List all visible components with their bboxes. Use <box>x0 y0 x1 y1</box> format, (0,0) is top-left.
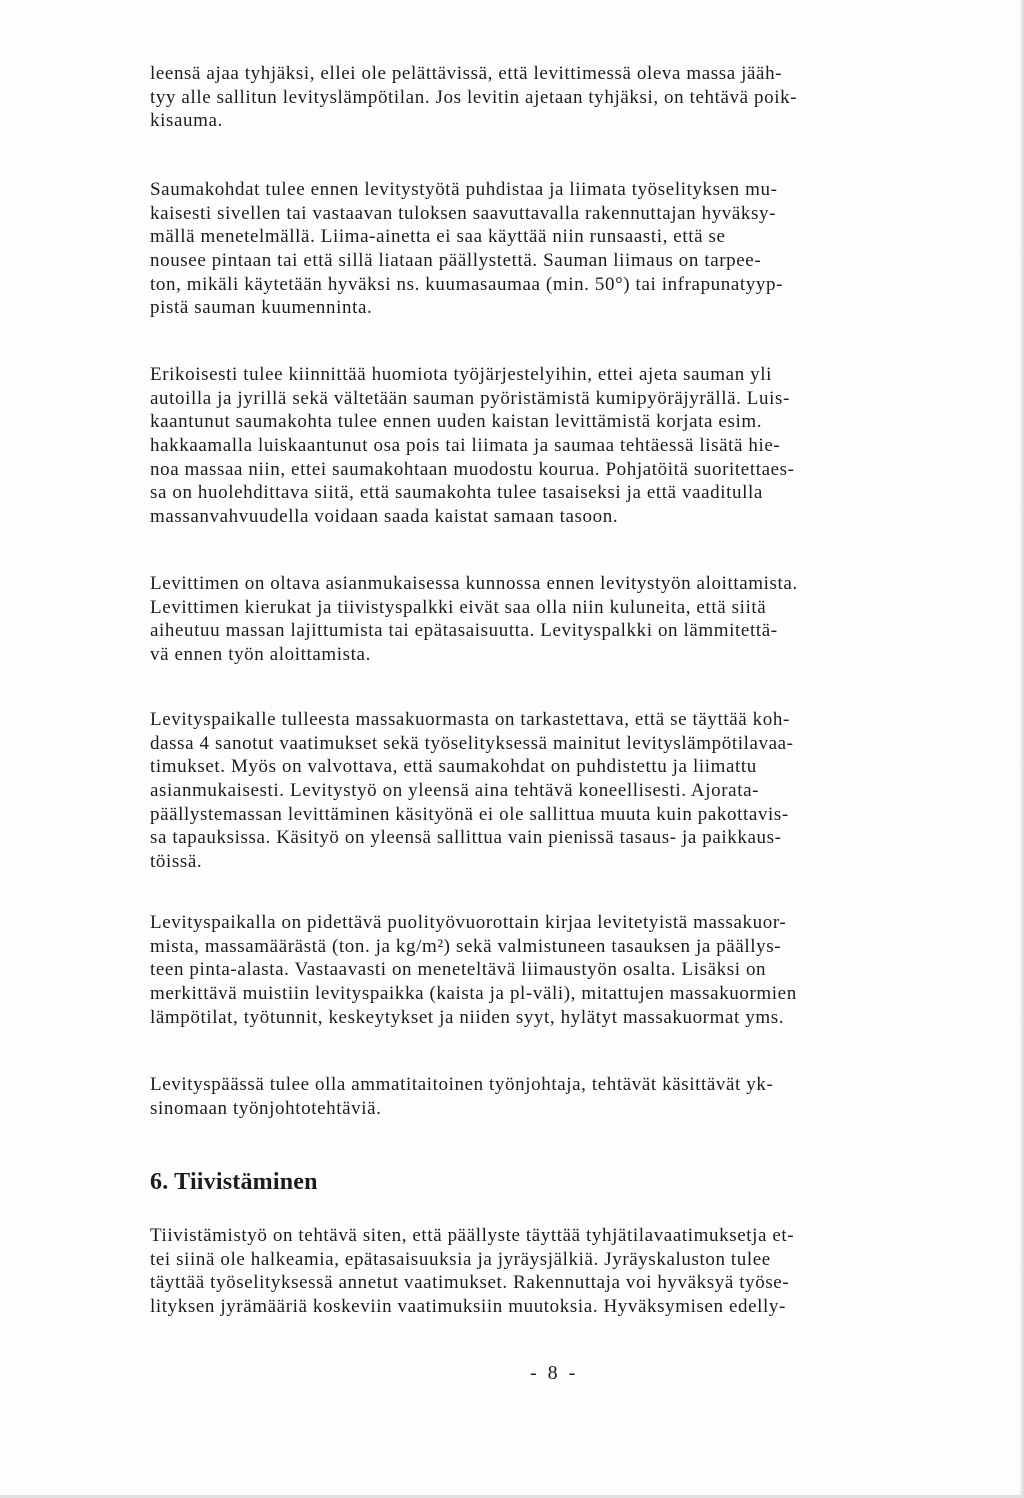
text-line: Levityspaikalla on pidettävä puolityövuorottain kirjaa levitetyistä massakuor- <box>150 912 787 933</box>
text-line: ton, mikäli käytetään hyväksi ns. kuumasaumaa (min. 50°) tai infrapunatyyp- <box>150 273 784 295</box>
text-line: sinomaan työnjohtotehtäviä. <box>150 1097 382 1119</box>
text-line: Saumakohdat tulee ennen levitystyötä puhdistaa ja liimata työselityksen mu- <box>150 179 778 200</box>
paragraph-2 <box>150 178 980 320</box>
text-line: pistä sauman kuumenninta. <box>150 297 373 319</box>
text-line: päällystemassan levittäminen käsityönä ei ole sallittua muuta kuin pakottavis- <box>150 803 789 825</box>
text-line: hakkaamalla luiskaantunut osa pois tai liimata ja saumaa tehtäessä lisätä hie- <box>150 435 781 457</box>
text-line: Erikoisesti tulee kiinnittää huomiota työjärjestelyihin, ettei ajeta sauman yli <box>150 364 773 385</box>
paragraph-5 <box>150 708 980 874</box>
text-line: töissä. <box>150 851 203 873</box>
text-line: kaantunut saumakohta tulee ennen uuden kaistan levittämistä korjata esim. <box>150 411 763 433</box>
text-line: lämpötilat, työtunnit, keskeytykset ja niiden syyt, hylätyt massakuormat yms. <box>150 1006 785 1028</box>
text-line: teen pinta-alasta. Vastaavasti on meneteltävä liimaustyön osalta. Lisäksi on <box>150 959 767 981</box>
text-line: Tiivistämistyö on tehtävä siten, että päällyste täyttää tyhjätilavaatimuksetja et- <box>150 1225 795 1246</box>
text-line: mista, massamäärästä (ton. ja kg/m²) sekä valmistuneen tasauksen ja päällys- <box>150 935 782 957</box>
text-line: sa tapauksissa. Käsityö on yleensä sallittua vain pienissä tasaus- ja paikkaus- <box>150 827 782 849</box>
paragraph-6 <box>150 911 980 1029</box>
text-line: dassa 4 sanotut vaatimukset sekä työselityksessä mainitut levityslämpötilavaa- <box>150 732 794 754</box>
paragraph-7 <box>150 1073 980 1120</box>
text-line: Levityspaikalle tulleesta massakuormasta on tarkastettava, että se täyttää koh- <box>150 709 790 730</box>
paragraph-4 <box>150 572 980 667</box>
text-line: merkittävä muistiin levityspaikka (kaista ja pl-väli), mitattujen massakuormien <box>150 983 797 1005</box>
paragraph-1 <box>150 62 980 133</box>
text-line: timukset. Myös on valvottava, että saumakohdat on puhdistettu ja liimattu <box>150 756 757 778</box>
text-line: Levittimen kierukat ja tiivistyspalkki eivät saa olla niin kuluneita, että siitä <box>150 596 767 618</box>
text-line: vä ennen työn aloittamista. <box>150 644 371 666</box>
text-line: leensä ajaa tyhjäksi, ellei ole pelättävissä, että levittimessä oleva massa jääh- <box>150 63 783 84</box>
text-line: autoilla ja jyrillä sekä vältetään sauman pyöristämistä kumipyöräjyrällä. Luis- <box>150 387 790 409</box>
text-line: tei siinä ole halkeamia, epätasaisuuksia ja jyräysjälkiä. Jyräyskaluston tulee <box>150 1248 771 1270</box>
text-line: lityksen jyrämääriä koskeviin vaatimuksiin muutoksia. Hyväksymisen edelly- <box>150 1296 786 1318</box>
section-paragraph <box>150 1224 980 1319</box>
page-number: - 8 - <box>530 1362 579 1384</box>
section-heading: 6. Tiivistäminen <box>150 1169 318 1195</box>
text-line: aiheutuu massan lajittumista tai epätasaisuutta. Levityspalkki on lämmitettä- <box>150 620 778 642</box>
text-line: asianmukaisesti. Levitystyö on yleensä aina tehtävä koneellisesti. Ajorata- <box>150 780 760 802</box>
text-line: täyttää työselityksessä annetut vaatimukset. Rakennuttaja voi hyväksyä työse- <box>150 1272 790 1294</box>
text-line: kisauma. <box>150 110 223 132</box>
text-line: Levittimen on oltava asianmukaisessa kunnossa ennen levitystyön aloittamista. <box>150 573 798 594</box>
text-line: Levityspäässä tulee olla ammatitaitoinen työnjohtaja, tehtävät käsittävät yk- <box>150 1074 774 1095</box>
text-line: sa on huolehdittava siitä, että saumakohta tulee tasaiseksi ja että vaaditulla <box>150 482 763 504</box>
text-line: mällä menetelmällä. Liima-ainetta ei saa käyttää niin runsaasti, että se <box>150 226 726 248</box>
text-line: nousee pintaan tai että sillä liataan päällystettä. Sauman liimaus on tarpee- <box>150 250 762 272</box>
text-line: tyy alle sallitun levityslämpötilan. Jos levitin ajetaan tyhjäksi, on tehtävä poik- <box>150 86 798 108</box>
paragraph-3 <box>150 363 980 529</box>
text-line: massanvahvuudella voidaan saada kaistat samaan tasoon. <box>150 506 619 528</box>
scan-edge-shadow <box>1020 0 1024 1498</box>
text-line: noa massaa niin, ettei saumakohtaan muodostu kourua. Pohjatöitä suoritettaes- <box>150 458 795 480</box>
text-line: kaisesti sivellen tai vastaavan tuloksen saavuttavalla rakennuttajan hyväksy- <box>150 202 777 224</box>
